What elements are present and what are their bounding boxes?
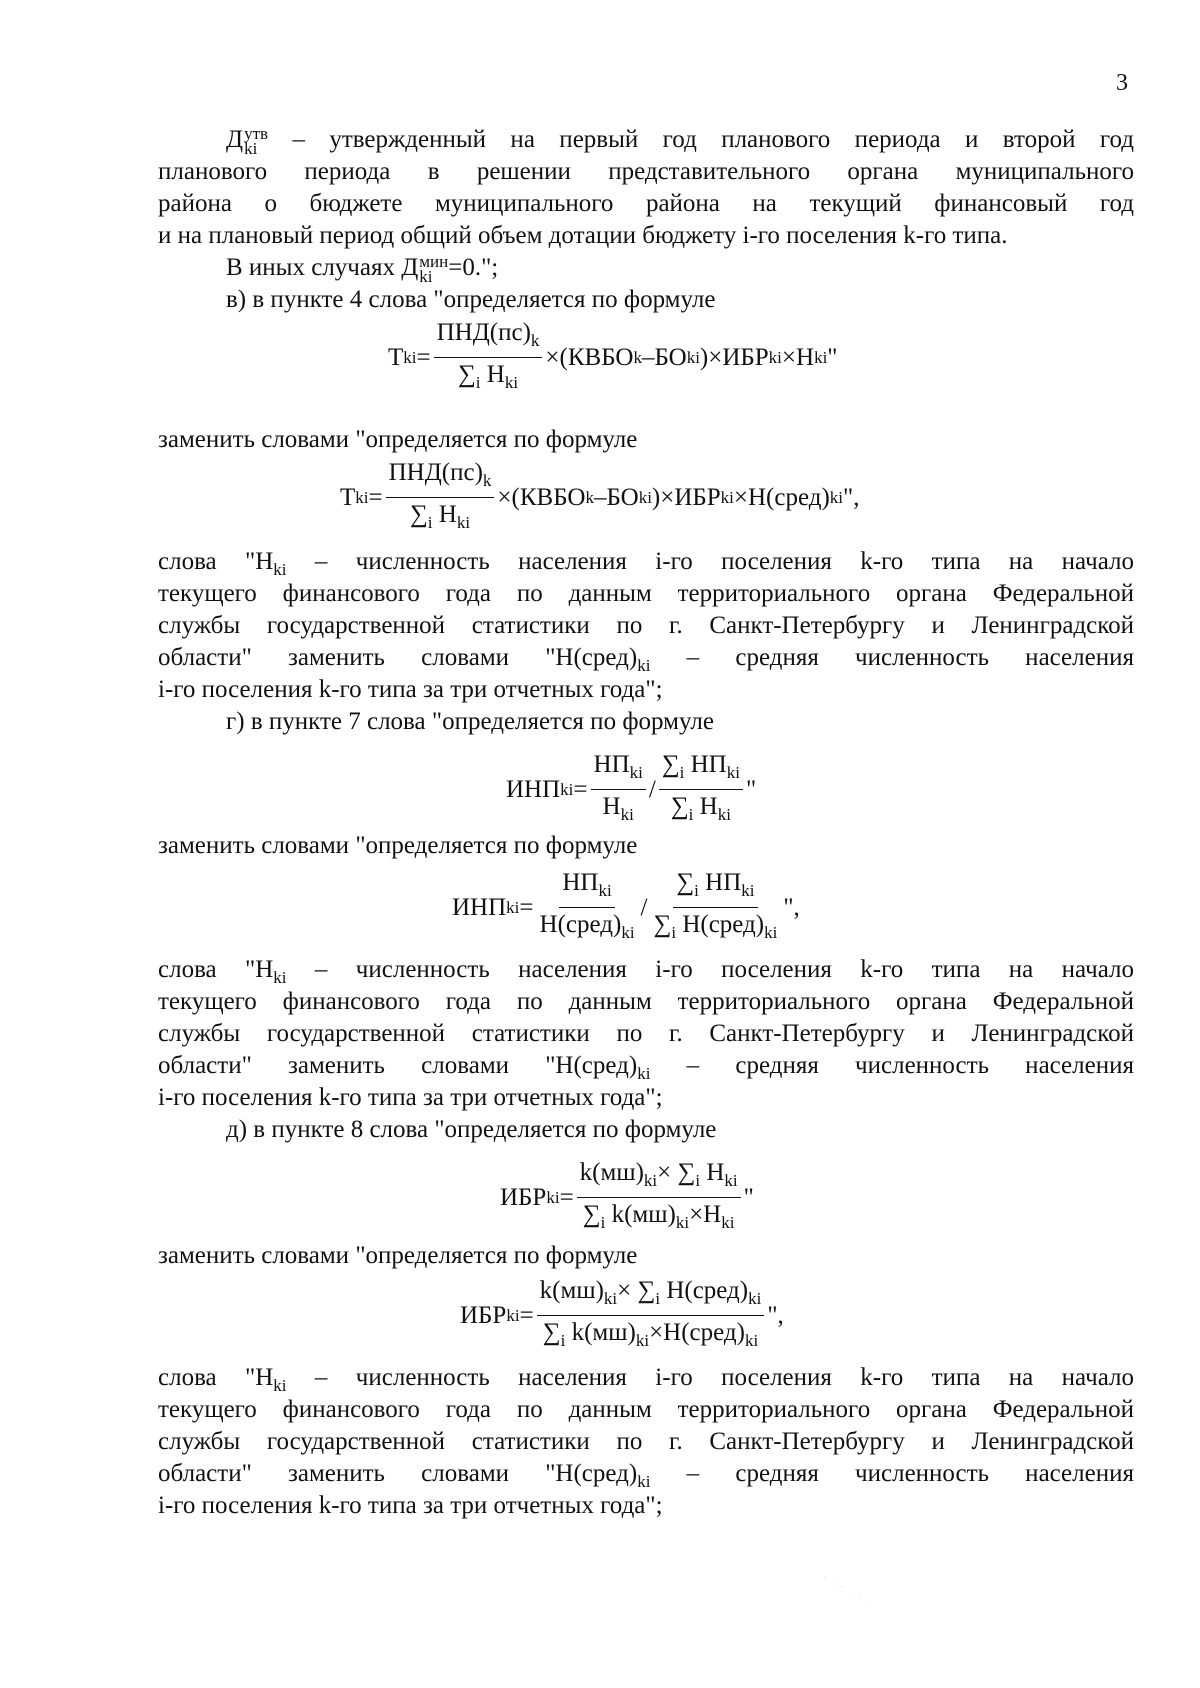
formula-inp-new: ИНП ki = $\frac{НП_{ki}}{Н(сред)_{ki}}$ / $\frac{\sum_i НП_{ki}}{\sum_i Н(сред)_{ki}}$ ",: [452, 869, 800, 942]
replace-line-2: заменить словами "определяется по формуле: [158, 832, 638, 859]
formula-t-old: T ki = $\frac{ПНД(пс)_k}{\sum_i Н_{ki}}$ ×(КВБО k –БО ki )×ИБР ki ×Н ki ": [388, 319, 838, 392]
formula-t-new: T ki = $\frac{ПНД(пс)_k}{\sum_i Н_{ki}}$ ×(КВБО k –БО ki )×ИБР ki ×Н(сред) ki ",: [340, 459, 860, 532]
text-line: текущего финансового года по данным территориального органа Федеральной: [158, 988, 1134, 1015]
item-d: д) в пункте 8 слова "определяется по формуле: [226, 1116, 717, 1143]
words-block-1: [158, 546, 1134, 738]
text-line: службы государственной статистики по г. Санкт-Петербургу и Ленинградской: [158, 1020, 1134, 1047]
replace-line-1: заменить словами "определяется по формуле: [158, 426, 638, 453]
text-line: службы государственной статистики по г. Санкт-Петербургу и Ленинградской: [158, 1428, 1134, 1455]
text-line: i-го поселения k-го типа за три отчетных года";: [158, 1084, 663, 1111]
text-line: текущего финансового года по данным территориального органа Федеральной: [158, 1396, 1134, 1423]
text-line: текущего финансового года по данным территориального органа Федеральной: [158, 580, 1134, 607]
text-line: слова "$Н_{ki}$ – численность населения i-го поселения k-го типа на начало: [158, 956, 1134, 986]
page-number: 3: [1116, 70, 1128, 96]
text-line: района о бюджете муниципального района на текущий финансовый год: [158, 190, 1134, 217]
text-line: службы государственной статистики по г. Санкт-Петербургу и Ленинградской: [158, 612, 1134, 639]
d-utv-symbol: Д утв ki: [226, 124, 269, 156]
paragraph-d-utv: [158, 124, 1134, 316]
text-line: i-го поселения k-го типа за три отчетных года";: [158, 676, 663, 703]
text-line: планового периода в решении представительного органа муниципального: [158, 158, 1134, 185]
words-block-2: [158, 954, 1134, 1146]
scan-noise-decoration: [820, 1572, 880, 1612]
text-line: i-го поселения k-го типа за три отчетных года";: [158, 1492, 663, 1519]
text-line: области" заменить словами "$Н(сред)_{ki}$ – средняя численность населения: [158, 1052, 1134, 1082]
formula-inp-old: ИНП ki = $\frac{НП_{ki}}{Н_{ki}}$ / $\frac{\sum_i НП_{ki}}{\sum_i Н_{ki}}$ ": [506, 751, 757, 824]
formula-ibr-old: ИБР ki = $\frac{k(мш)_{ki}\times \sum_i Н_{ki}}{\sum_i k(мш)_{ki}\times Н_{ki}}$ ": [500, 1159, 754, 1232]
text-line: слова "$Н_{ki}$ – численность населения i-го поселения k-го типа на начало: [158, 548, 1134, 578]
text-line: области" заменить словами "$Н(сред)_{ki}$ – средняя численность населения: [158, 644, 1134, 674]
text-line: Д утв ki – утвержденный на первый год планового периода и второй год: [226, 124, 1134, 156]
other-cases-line: В иных случаях Д мин ki =0.";: [226, 252, 499, 287]
text-line: слова "$Н_{ki}$ – численность населения i-го поселения k-го типа на начало: [158, 1364, 1134, 1394]
text-line: области" заменить словами "$Н(сред)_{ki}$ – средняя численность населения: [158, 1460, 1134, 1490]
text-line: и на плановый период общий объем дотации бюджету i-го поселения k-го типа.: [158, 222, 1008, 249]
formula-ibr-new: ИБР ki = $\frac{k(мш)_{ki}\times \sum_i Н(сред)_{ki}}{\sum_i k(мш)_{ki}\times Н(сред)_{ki}}$ ",: [460, 1277, 784, 1350]
item-g: г) в пункте 7 слова "определяется по формуле: [226, 708, 714, 735]
item-v: в) в пункте 4 слова "определяется по формуле: [226, 286, 716, 313]
replace-line-3: заменить словами "определяется по формуле: [158, 1242, 638, 1269]
words-block-3: [158, 1362, 1134, 1522]
